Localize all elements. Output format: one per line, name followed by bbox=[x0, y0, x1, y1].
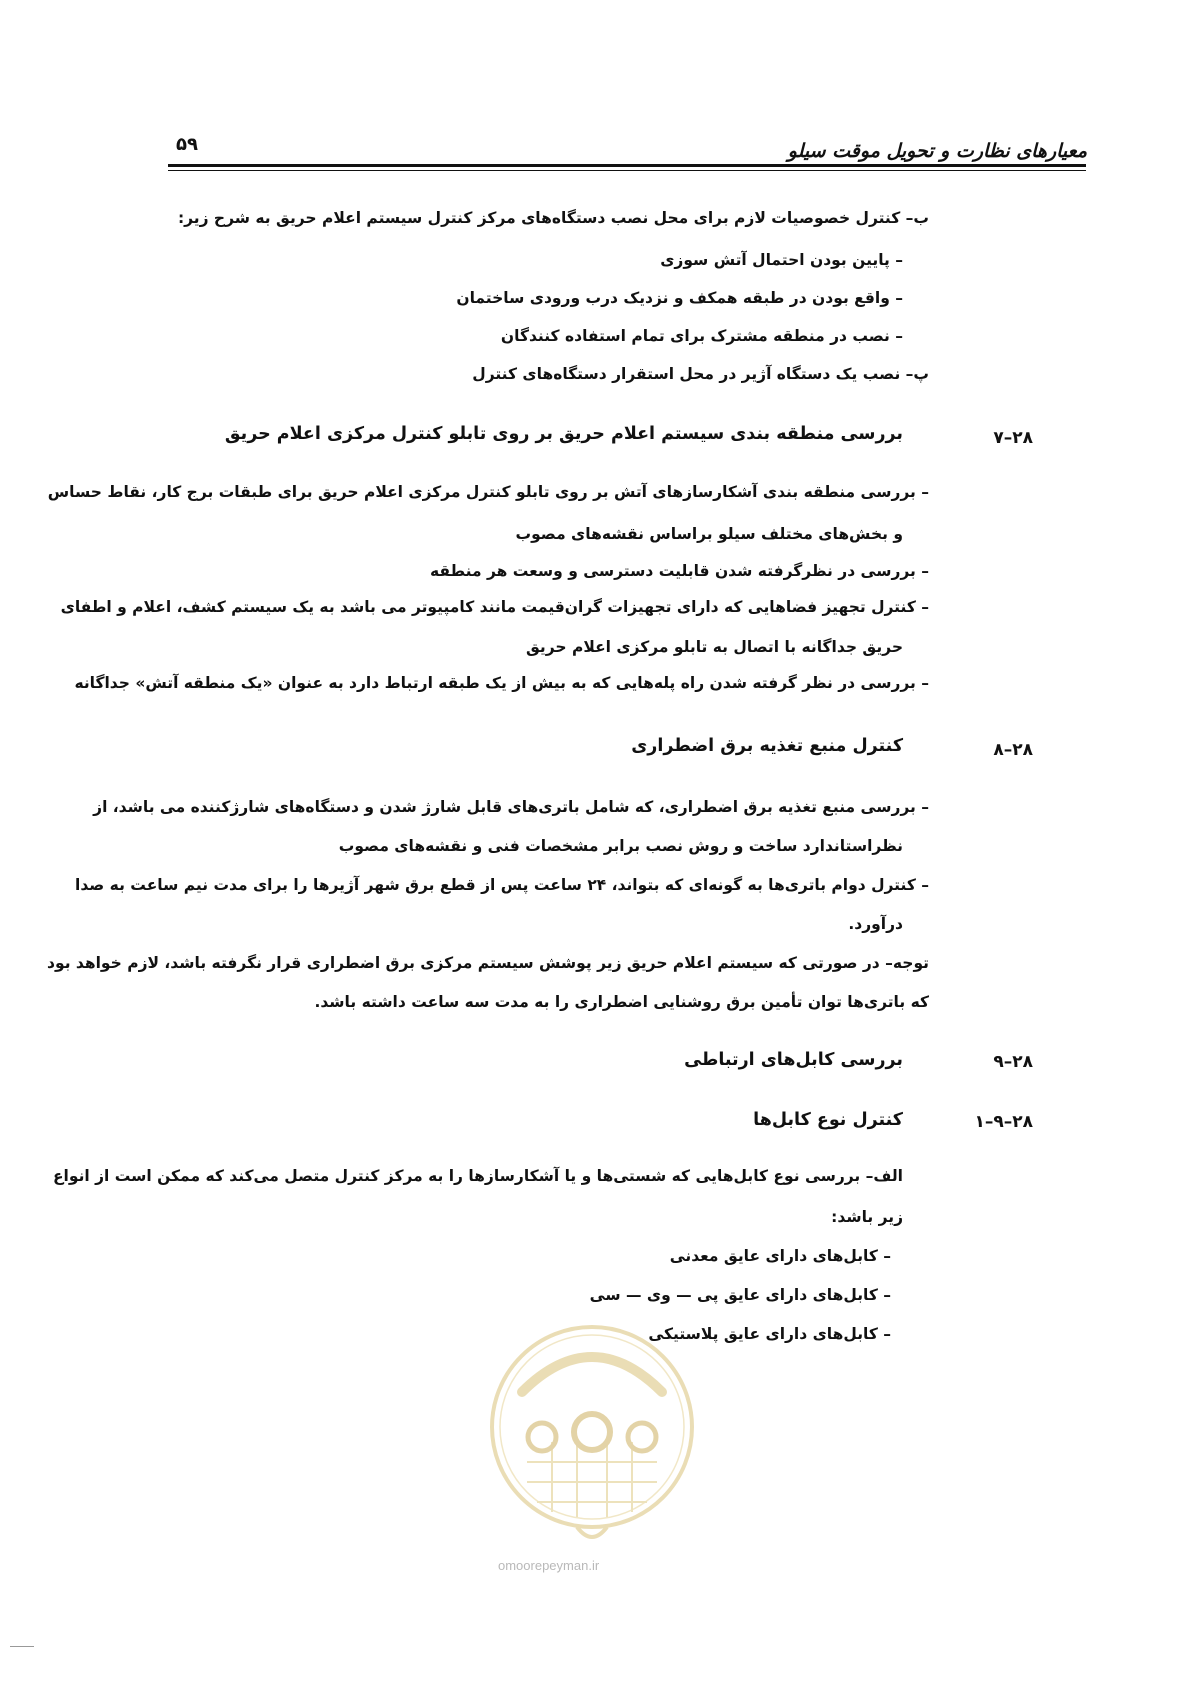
paragraph-line: نظراستاندارد ساخت و روش نصب برابر مشخصات فنی و نقشه‌های مصوب bbox=[338, 837, 903, 855]
paragraph-line: – کنترل تجهیز فضاهایی که دارای تجهیزات گران‌قیمت مانند کامپیوتر می باشد به یک سیستم کشف، اعلام و اطفای bbox=[60, 598, 929, 616]
paragraph-line: زیر باشد: bbox=[831, 1208, 903, 1226]
section-title: بررسی منطقه بندی سیستم اعلام حریق بر روی تابلو کنترل مرکزی اعلام حریق bbox=[224, 424, 903, 444]
margin-mark bbox=[10, 1646, 34, 1647]
section-title: بررسی کابل‌های ارتباطی bbox=[684, 1050, 903, 1070]
page-number: ۵۹ bbox=[176, 134, 198, 155]
paragraph-line: – بررسی در نظرگرفته شدن قابلیت دسترسی و وسعت هر منطقه bbox=[430, 562, 929, 580]
section-number: ۲۸–۷ bbox=[993, 428, 1033, 448]
list-item: – نصب در منطقه مشترک برای تمام استفاده کنندگان bbox=[500, 327, 903, 345]
subsection-title: کنترل نوع کابل‌ها bbox=[753, 1110, 903, 1130]
list-item: – کابل‌های دارای عایق معدنی bbox=[669, 1247, 891, 1265]
paragraph-line: درآورد. bbox=[848, 915, 903, 933]
running-header-title: معیارهای نظارت و تحویل موقت سیلو bbox=[787, 140, 1087, 162]
header-rule-thin bbox=[168, 170, 1086, 171]
paragraph-line: – بررسی منبع تغذیه برق اضطراری، که شامل باتری‌های قابل شارژ شدن و دستگاه‌های شارژکننده می باشد، از bbox=[93, 798, 929, 816]
subsection-number: ۲۸–۹–۱ bbox=[974, 1112, 1033, 1132]
list-item: – واقع بودن در طبقه همکف و نزدیک درب ورودی ساختمان bbox=[456, 289, 903, 307]
section-number: ۲۸–۸ bbox=[993, 740, 1033, 760]
section-title: کنترل منبع تغذیه برق اضطراری bbox=[631, 736, 903, 756]
paragraph-line: حریق جداگانه با اتصال به تابلو مرکزی اعلام حریق bbox=[525, 638, 903, 656]
item-b: ب– کنترل خصوصیات لازم برای محل نصب دستگاه‌های مرکز کنترل سیستم اعلام حریق به شرح زیر: bbox=[177, 209, 929, 227]
paragraph-line: – کنترل دوام باتری‌ها به گونه‌ای که بتواند، ۲۴ ساعت پس از قطع برق شهر آژیرها را برای مدت نیم ساعت به صدا bbox=[75, 876, 929, 894]
note-line: توجه– در صورتی که سیستم اعلام حریق زیر پوشش سیستم مرکزی برق اضطراری قرار نگرفته باشد، لازم خواهد بود bbox=[47, 954, 929, 972]
list-item: – کابل‌های دارای عایق پی — وی — سی bbox=[589, 1286, 891, 1304]
note-line: که باتری‌ها توان تأمین برق روشنایی اضطراری را به مدت سه ساعت داشته باشد. bbox=[314, 993, 929, 1011]
paragraph-line: الف– بررسی نوع کابل‌هایی که شستی‌ها و یا آشکارسازها را به مرکز کنترل متصل می‌کند که ممکن است از انواع bbox=[52, 1167, 903, 1185]
paragraph-line: – بررسی در نظر گرفته شدن راه پله‌هایی که به بیش از یک طبقه ارتباط دارد به عنوان «یک منطقه آتش» جداگانه bbox=[74, 674, 929, 692]
section-number: ۲۸–۹ bbox=[993, 1052, 1033, 1072]
item-p: پ– نصب یک دستگاه آژیر در محل استقرار دستگاه‌های کنترل bbox=[472, 365, 929, 383]
list-item: – پایین بودن احتمال آتش سوزی bbox=[660, 251, 903, 269]
list-item: – کابل‌های دارای عایق پلاستیکی bbox=[648, 1325, 891, 1343]
watermark-url: omoorepeyman.ir bbox=[498, 1558, 600, 1573]
paragraph-line: – بررسی منطقه بندی آشکارسازهای آتش بر روی تابلو کنترل مرکزی اعلام حریق برای طبقات برج کار، نقاط حساس bbox=[47, 483, 929, 501]
paragraph-line: و بخش‌های مختلف سیلو براساس نقشه‌های مصوب bbox=[515, 525, 903, 543]
watermark-logo-icon bbox=[482, 1302, 702, 1592]
header-rule-thick bbox=[168, 164, 1086, 167]
